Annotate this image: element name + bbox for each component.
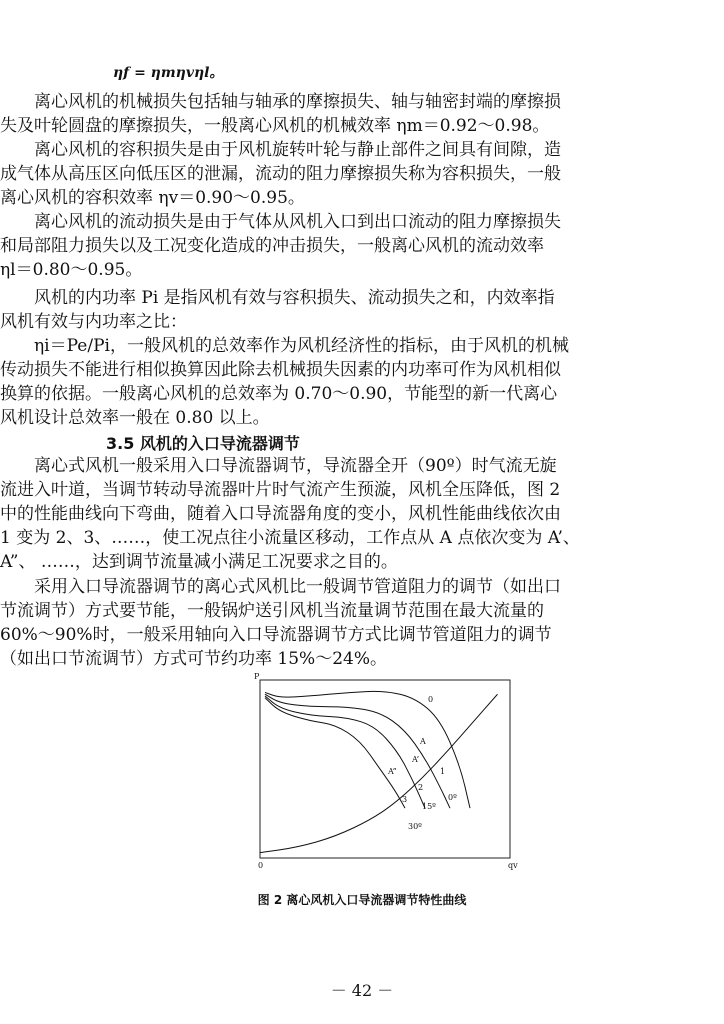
plot-frame [260, 680, 510, 858]
paragraph-line: 风机有效与内功率之比： [0, 312, 187, 332]
paragraph-line: 失及叶轮圆盘的摩擦损失，一般离心风机的机械效率 ηm＝0.92～0.98。 [0, 116, 550, 136]
paragraph-line: 采用入口导流器调节的离心式风机比一般调节管道阻力的调节（如出口 [0, 577, 561, 597]
section-heading: 3.5 风机的入口导流器调节 [106, 434, 300, 453]
x-axis-label: qv [508, 861, 518, 870]
curve-label: A” [388, 767, 397, 776]
origin-label: 0 [258, 861, 264, 870]
paragraph-line: 中的性能曲线向下弯曲，随着入口导流器角度的变小，风机性能曲线依次由 [0, 504, 561, 524]
series-line-0 [265, 691, 470, 808]
fan-characteristic-chart [240, 672, 525, 877]
figure-caption: 图 2 离心风机入口导流器调节特性曲线 [257, 893, 467, 907]
curve-label: 3 [402, 795, 408, 804]
paragraph-line: （如出口节流调节）方式可节约功率 15%～24%。 [0, 649, 387, 669]
paragraph-line: A”、 ……，达到调节流量减小满足工况要求之目的。 [0, 552, 398, 572]
curve-label: 30º [408, 822, 422, 831]
curve-label: 2 [418, 783, 424, 792]
series-line-3 [265, 698, 408, 808]
paragraph-line: 成气体从高压区向低压区的泄漏，流动的阻力摩擦损失称为容积损失，一般 [0, 164, 561, 184]
paragraph-line: 离心式风机一般采用入口导流器调节，导流器全开（90º）时气流无旋 [0, 456, 557, 476]
paragraph-line: 流进入叶道，当调节转动导流器叶片时气流产生预漩，风机全压降低，图 2 [0, 480, 561, 500]
paragraph-line: 和局部阻力损失以及工况变化造成的冲击损失，一般离心风机的流动效率 [0, 236, 544, 256]
paragraph-line: 1 变为 2、3、……，使工况点往小流量区移动，工作点从 A 点依次变为 A’、 [0, 528, 580, 548]
paragraph-line: 风机的内功率 Pi 是指风机有效与容积损失、流动损失之和，内效率指 [0, 288, 555, 308]
efficiency-formula: ηf = ηmηvηl。 [113, 65, 224, 81]
curve-label: 15º [422, 802, 436, 811]
paragraph-line: ηi＝Pe/Pi，一般风机的总效率作为风机经济性的指标，由于风机的机械 [0, 336, 569, 356]
paragraph-line: ηl＝0.80～0.95。 [0, 260, 143, 280]
paragraph-line: 离心风机的机械损失包括轴与轴承的摩擦损失、轴与轴密封端的摩擦损 [0, 92, 561, 112]
paragraph-line: 离心风机的容积损失是由于风机旋转叶轮与静止部件之间具有间隙，造 [0, 140, 561, 160]
curve-label: A [420, 737, 426, 746]
series-line-2 [265, 696, 425, 808]
paragraph-line: 节流调节）方式要节能，一般锅炉送引风机当流量调节范围在最大流量的 [0, 601, 544, 621]
curve-label: 0 [428, 695, 434, 704]
paragraph-line: 传动损失不能进行相似换算因此除去机械损失因素的内功率可作为风机相似 [0, 360, 561, 380]
curve-label: 1 [440, 767, 446, 776]
page-number: － 42 － [330, 981, 394, 1000]
y-axis-label: P [254, 672, 260, 681]
curve-label: 0º [448, 793, 457, 802]
paragraph-line: 离心风机的流动损失是由于气体从风机入口到出口流动的阻力摩擦损失 [0, 212, 561, 232]
paragraph-line: 离心风机的容积效率 ηv＝0.90～0.95。 [0, 188, 305, 208]
paragraph-line: 风机设计总效率一般在 0.80 以上。 [0, 408, 270, 428]
paragraph-line: 60%～90%时，一般采用轴向入口导流器调节方式比调节管道阻力的调节 [0, 625, 552, 645]
paragraph-line: 换算的依据。一般离心风机的总效率为 0.70～0.90，节能型的新一代离心 [0, 384, 558, 404]
curve-label: A’ [412, 755, 420, 764]
